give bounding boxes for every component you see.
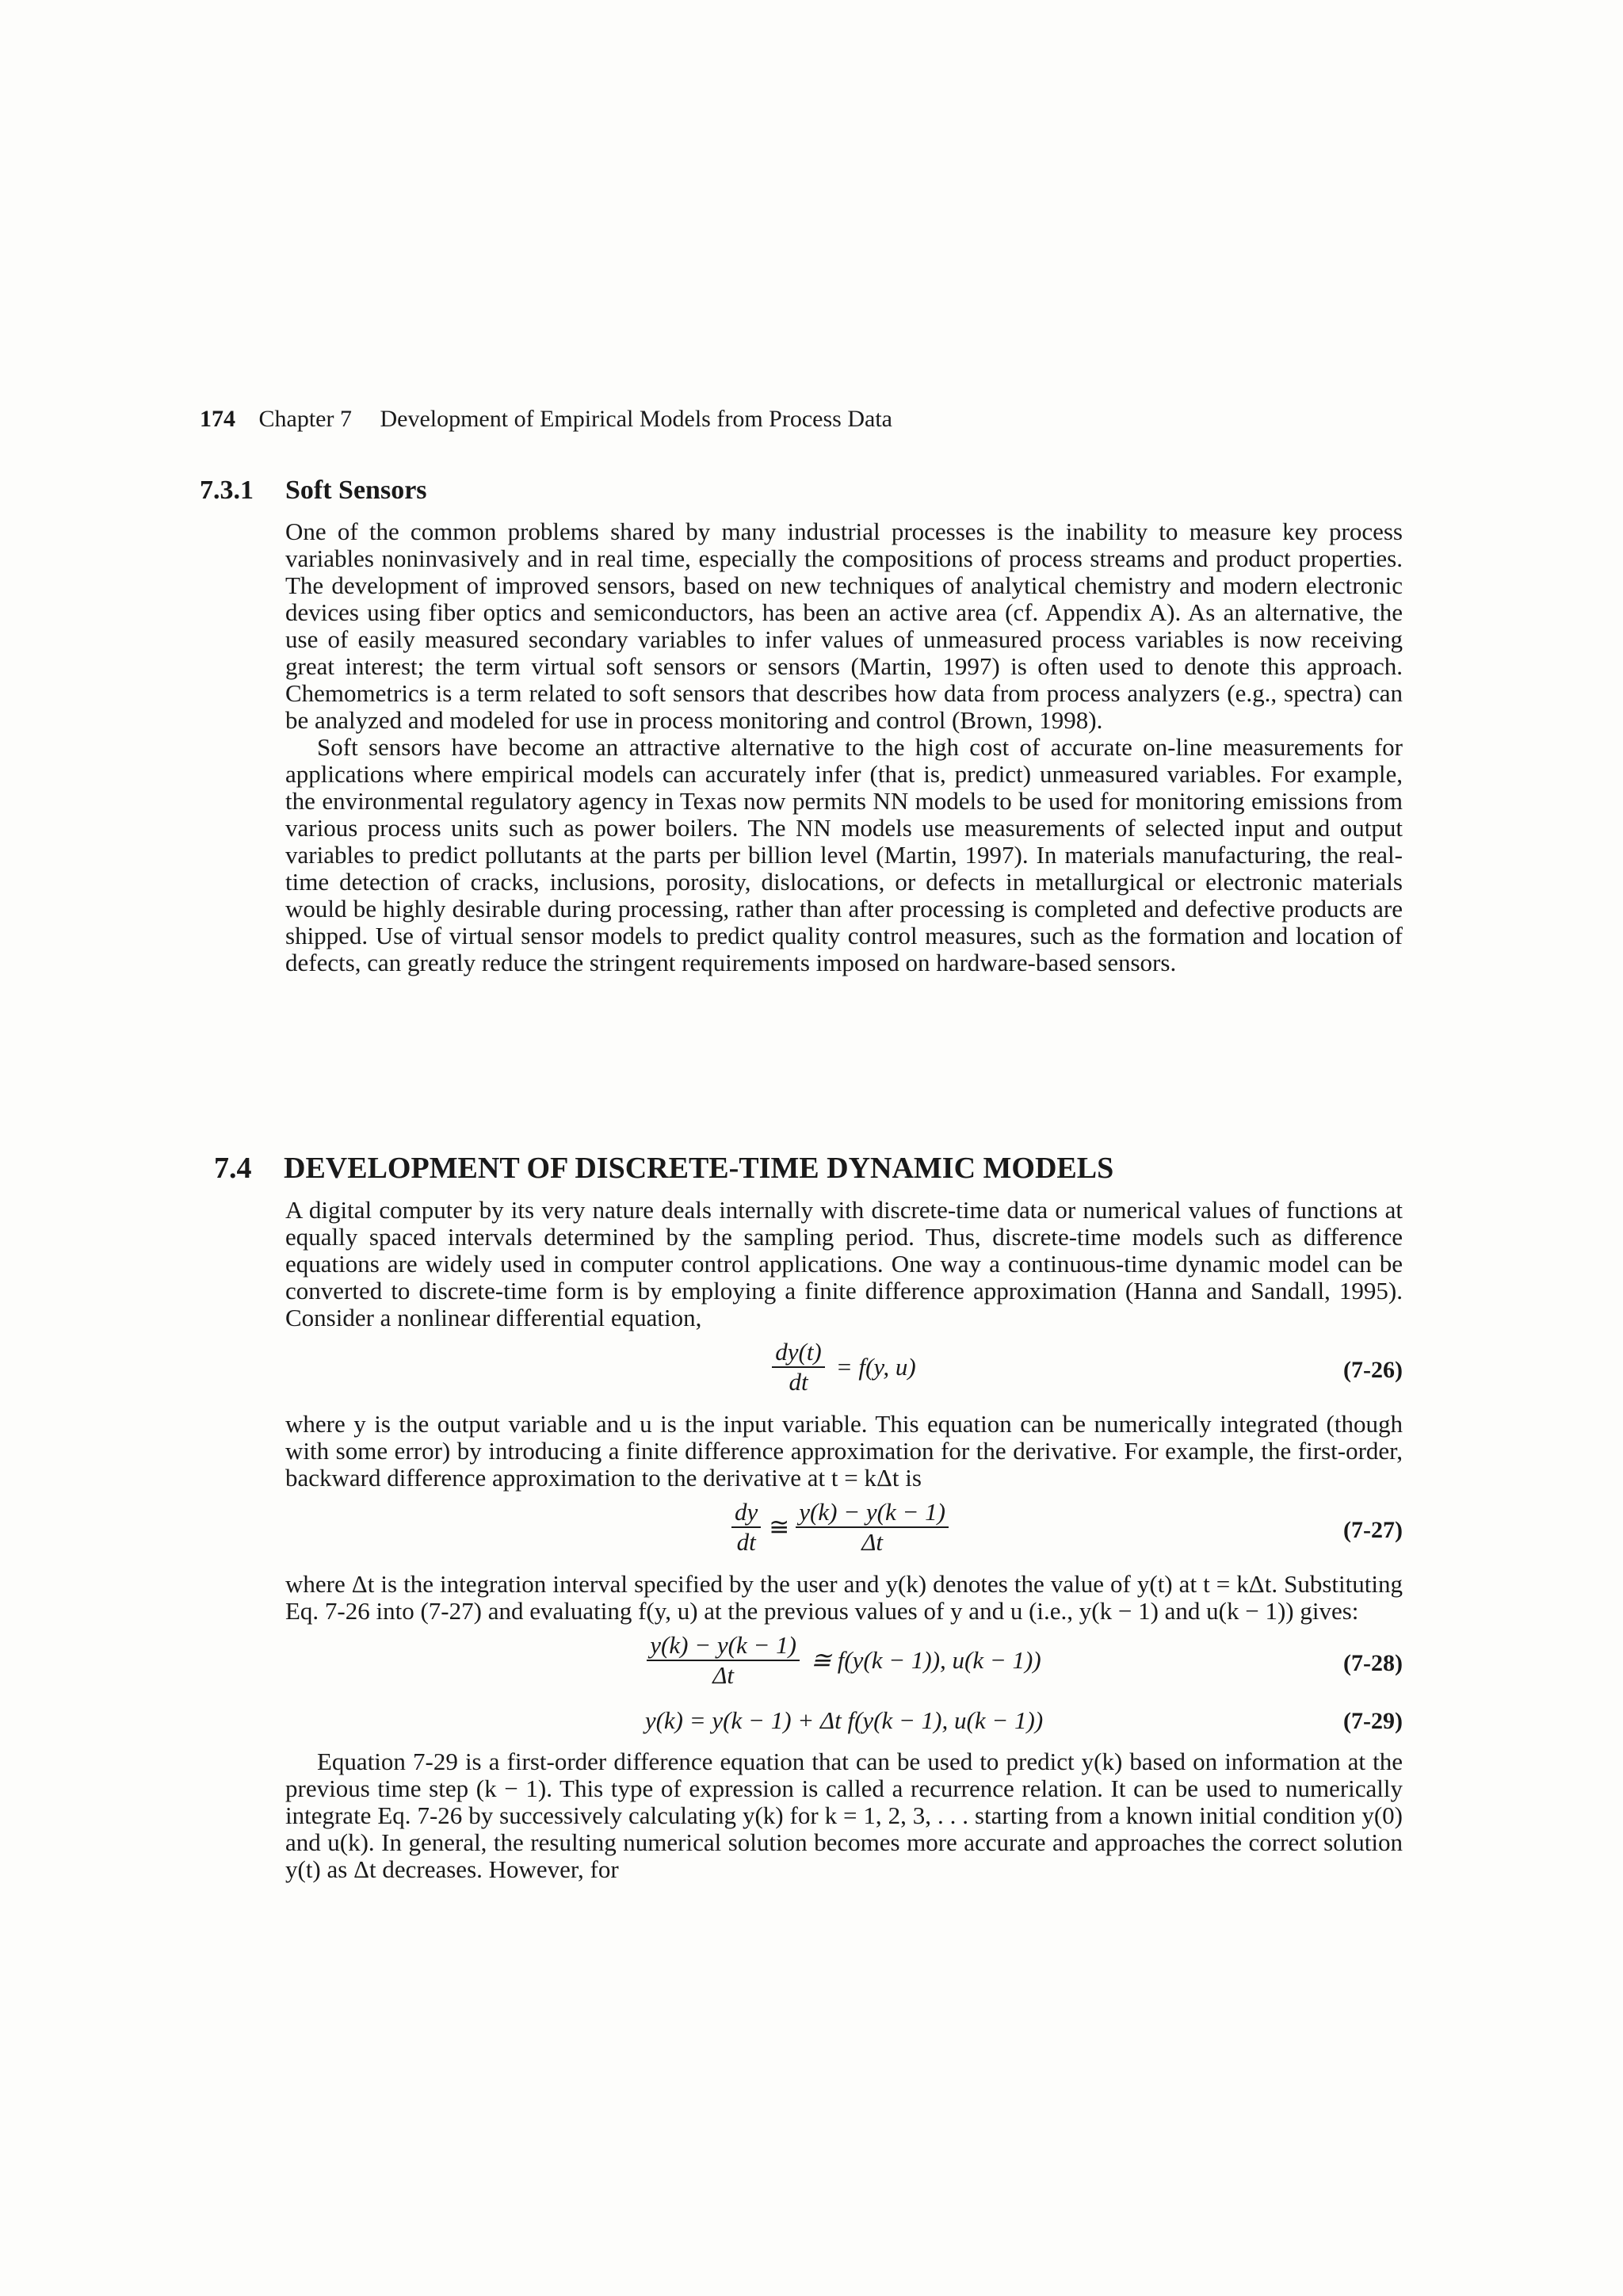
running-header — [200, 406, 1436, 433]
equation-number: (7-28) — [1343, 1650, 1403, 1676]
equation-7-27 — [285, 1499, 1403, 1561]
paragraph: One of the common problems shared by many industrial processes is the inability to measure key process variables noninvasively and in real time, especially the compositions of process streams and product properties. The development of improved sensors, based on new techniques of analytical chemistry and modern electronic devices using fiber optics and semiconductors, has been an active area (cf. Appendix A). As an alternative, the use of easily measured secondary variables to infer values of unmeasured process variables is now receiving great interest; the term virtual soft sensors or sensors (Martin, 1997) is often used to denote this approach. Chemometrics is a term related to soft sensors that describes how data from process analyzers (e.g., spectra) can be analyzed and modeled for use in process monitoring and control (Brown, 1998). — [285, 518, 1403, 734]
chapter-title: Development of Empirical Models from Process Data — [380, 406, 892, 432]
paragraph: where y is the output variable and u is the input variable. This equation can be numerically integrated (though with some error) by introducing a finite difference approximation for the derivative. For example, the first-order, backward difference approximation to the derivative at t = kΔt is — [285, 1410, 1403, 1492]
fraction: $\frac{dy}{dt}$ — [731, 1499, 761, 1555]
page-number: 174 — [200, 406, 235, 432]
fraction: $\frac{dy(t)}{dt}$ — [772, 1339, 825, 1395]
section-title: DEVELOPMENT OF DISCRETE-TIME DYNAMIC MODELS — [284, 1152, 1114, 1185]
section-title: Soft Sensors — [285, 476, 427, 505]
equation-rhs: = f(y, u) — [835, 1353, 916, 1381]
equation-text: y(k) = y(k − 1) + Δt f(y(k − 1), u(k − 1)) — [644, 1706, 1044, 1734]
equation-7-28 — [285, 1633, 1403, 1694]
paragraph: A digital computer by its very nature deals internally with discrete-time data or numerical values of functions at equally spaced intervals determined by the sampling period. Thus, discrete-time models such as difference equations are widely used in computer control applications. One way a continuous-time dynamic model can be converted to discrete-time form is by employing a finite difference approximation (Hanna and Sandall, 1995). Consider a nonlinear differential equation, — [285, 1196, 1403, 1331]
approx-symbol: ≅ — [769, 1513, 790, 1541]
section-7-3-1-body — [285, 518, 1403, 976]
section-7-4-body — [285, 1197, 1403, 1883]
equation-number: (7-26) — [1343, 1357, 1403, 1383]
equation-7-29 — [285, 1704, 1403, 1739]
fraction: $\frac{y(k) - y(k - 1)}{\Delta t}$ — [647, 1633, 800, 1688]
section-number: 7.4 — [214, 1152, 252, 1185]
section-number: 7.3.1 — [200, 476, 254, 505]
section-heading-7-4 — [214, 1151, 1113, 1186]
chapter-label: Chapter 7 — [258, 406, 352, 432]
paragraph: Soft sensors have become an attractive alternative to the high cost of accurate on-line measurements for applications where empirical models can accurately infer (that is, predict) unmeasured variables. For example, the environmental regulatory agency in Texas now permits NN models to be used for monitoring emissions from various process units such as power boilers. The NN models use measurements of selected input and output variables to predict pollutants at the parts per billion level (Martin, 1997). In materials manufacturing, the real-time detection of cracks, inclusions, porosity, dislocations, or defects in metallurgical or electronic materials would be highly desirable during processing, rather than after processing is completed and defective products are shipped. Use of virtual sensor models to predict quality control measures, such as the formation and location of defects, can greatly reduce the stringent requirements imposed on hardware-based sensors. — [285, 733, 1403, 976]
fraction: $\frac{y(k) - y(k - 1)}{\Delta t}$ — [796, 1499, 949, 1555]
section-heading-7-3-1 — [200, 476, 427, 506]
paragraph: Equation 7-29 is a first-order difference equation that can be used to predict y(k) based on information at the previous time step (k − 1). This type of expression is called a recurrence relation. It can be used to numerically integrate Eq. 7-26 by successively calculating y(k) for k = 1, 2, 3, . . . starting from a known initial condition y(0) and u(k). In general, the resulting numerical solution becomes more accurate and approaches the correct solution y(t) as Δt decreases. However, for — [285, 1748, 1403, 1883]
equation-number: (7-29) — [1343, 1708, 1403, 1734]
equation-number: (7-27) — [1343, 1517, 1403, 1543]
equation-7-26 — [285, 1339, 1403, 1401]
equation-rhs: ≅ f(y(k − 1)), u(k − 1)) — [810, 1646, 1041, 1674]
paragraph: where Δt is the integration interval specified by the user and y(k) denotes the value of y(t) at t = kΔt. Substituting Eq. 7-26 into (7-27) and evaluating f(y, u) at the previous values of y and u (i.e., y(k − 1) and u(k − 1)) gives: — [285, 1570, 1403, 1625]
